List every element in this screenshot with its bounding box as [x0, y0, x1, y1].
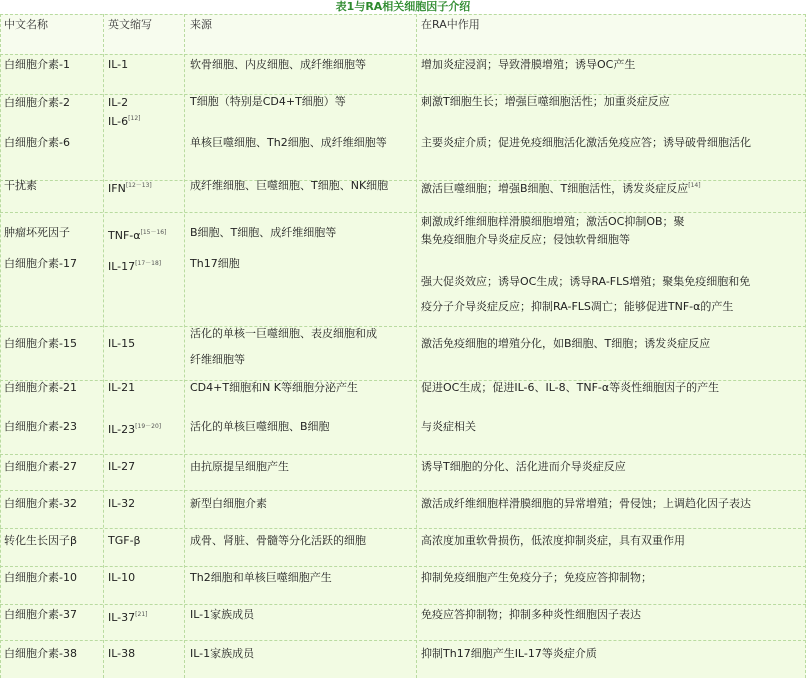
- cell-role: 增加炎症浸润；导致滑膜增殖；诱导OC产生: [421, 58, 636, 71]
- citation-ref: [12]: [128, 115, 141, 122]
- cell-abbr: IL-6[12]: [108, 115, 141, 128]
- cell-role: 强大促炎效应；诱导OC生成；诱导RA-FLS增殖；聚集免疫细胞和免: [421, 275, 751, 288]
- cell-name: 白细胞介素-37: [4, 608, 77, 621]
- cell-source: 成纤维细胞、巨噬细胞、T细胞、NK细胞: [190, 179, 389, 192]
- cell-source: IL-1家族成员: [190, 608, 255, 621]
- cell-abbr: IL-27: [108, 460, 136, 473]
- citation-ref: [21]: [135, 611, 148, 618]
- cell-role: 刺激T细胞生长；增强巨噬细胞活性；加重炎症反应: [421, 95, 670, 108]
- cell-role: 疫分子介导炎症反应；抑制RA-FLS凋亡；能够促进TNF-α的产生: [421, 300, 734, 313]
- cell-source: 软骨细胞、内皮细胞、成纤维细胞等: [190, 58, 366, 71]
- cell-abbr: IL-32: [108, 497, 136, 510]
- cell-source: CD4+T细胞和N K等细胞分泌产生: [190, 381, 359, 394]
- cell-abbr: IL-38: [108, 647, 136, 660]
- cell-source: 活化的单核一巨噬细胞、表皮细胞和成: [190, 327, 377, 340]
- cell-name: 白细胞介素-6: [4, 136, 70, 149]
- cell-source: 成骨、肾脏、骨髓等分化活跃的细胞: [190, 534, 366, 547]
- cell-name: 白细胞介素-10: [4, 571, 77, 584]
- citation-ref: [12－13]: [125, 182, 152, 189]
- cell-source: B细胞、T细胞、成纤维细胞等: [190, 226, 337, 239]
- cell-role: 主要炎症介质；促进免疫细胞活化激活免疫应答；诱导破骨细胞活化: [421, 136, 751, 149]
- table-row: [0, 326, 806, 380]
- header-abbr: 英文缩写: [108, 18, 152, 31]
- cell-name: 白细胞介素-27: [4, 460, 77, 473]
- cell-name: 肿瘤坏死因子: [4, 226, 70, 239]
- cell-role: 抑制Th17细胞产生IL-17等炎症介质: [421, 647, 597, 660]
- cell-name: 干扰素: [4, 179, 37, 192]
- cell-role: 激活巨噬细胞；增强B细胞、T细胞活性，诱发炎症反应[14]: [421, 182, 701, 195]
- cell-source: Th17细胞: [190, 257, 240, 270]
- cell-role: 诱导T细胞的分化、活化进而介导炎症反应: [421, 460, 626, 473]
- cell-abbr: IL-21: [108, 381, 136, 394]
- header-source: 来源: [190, 18, 212, 31]
- cell-name: 白细胞介素-15: [4, 337, 77, 350]
- table-caption: 表1与RA相关细胞因子介绍: [335, 0, 471, 13]
- cell-name: 转化生长因子β: [4, 534, 78, 547]
- cytokine-table: [0, 14, 806, 678]
- cell-abbr: IL-37[21]: [108, 611, 148, 624]
- cell-abbr: IL-1: [108, 58, 129, 71]
- cell-abbr: IL-17[17－18]: [108, 260, 162, 273]
- citation-ref: [14]: [688, 182, 701, 189]
- cell-source: 活化的单核巨噬细胞、B细胞: [190, 420, 330, 433]
- cell-name: 白细胞介素-21: [4, 381, 77, 394]
- cell-name: 白细胞介素-32: [4, 497, 77, 510]
- citation-ref: [19－20]: [135, 423, 162, 430]
- cell-source: Th2细胞和单核巨噬细胞产生: [190, 571, 332, 584]
- header-role: 在RA中作用: [421, 18, 480, 31]
- cell-role: 刺激成纤维细胞样滑膜细胞增殖；激活OC抑制OB；聚: [421, 215, 685, 228]
- cell-abbr: IL-10: [108, 571, 136, 584]
- cell-role: 免疫应答抑制物；抑制多种炎性细胞因子表达: [421, 608, 641, 621]
- cell-name: 白细胞介素-38: [4, 647, 77, 660]
- cell-role: 促进OC生成；促进IL-6、IL-8、TNF-α等炎性细胞因子的产生: [421, 381, 720, 394]
- cell-role: 高浓度加重软骨损伤，低浓度抑制炎症，具有双重作用: [421, 534, 685, 547]
- cell-name: 白细胞介素-23: [4, 420, 77, 433]
- cell-name: 白细胞介素-1: [4, 58, 70, 71]
- cell-abbr: TGF-β: [108, 534, 141, 547]
- cell-abbr: IL-2: [108, 96, 129, 109]
- cell-abbr: TNF-α[15－16]: [108, 229, 167, 242]
- cell-source: T细胞（特别是CD4+T细胞）等: [190, 95, 346, 108]
- cell-abbr: IL-15: [108, 337, 136, 350]
- cell-source: 纤维细胞等: [190, 353, 245, 366]
- cell-abbr: IFN[12－13]: [108, 182, 152, 195]
- cell-role: 抑制免疫细胞产生免疫分子；免疫应答抑制物；: [421, 571, 652, 584]
- cell-role: 激活成纤维细胞样滑膜细胞的异常增殖；骨侵蚀；上调趋化因子表达: [421, 497, 751, 510]
- cell-name: 白细胞介素-17: [4, 257, 77, 270]
- cell-source: 由抗原提呈细胞产生: [190, 460, 289, 473]
- header-chinese-name: 中文名称: [4, 18, 48, 31]
- cell-source: 新型白细胞介素: [190, 497, 267, 510]
- citation-ref: [15－16]: [140, 229, 167, 236]
- cell-abbr: IL-23[19－20]: [108, 423, 162, 436]
- cell-source: 单核巨噬细胞、Th2细胞、成纤维细胞等: [190, 136, 387, 149]
- cell-role: 激活免疫细胞的增殖分化，如B细胞、T细胞；诱发炎症反应: [421, 337, 711, 350]
- citation-ref: [17－18]: [135, 260, 162, 267]
- cell-source: IL-1家族成员: [190, 647, 255, 660]
- cell-name: 白细胞介素-2: [4, 96, 70, 109]
- cell-role: 集免疫细胞介导炎症反应；侵蚀软骨细胞等: [421, 233, 630, 246]
- cell-role: 与炎症相关: [421, 420, 476, 433]
